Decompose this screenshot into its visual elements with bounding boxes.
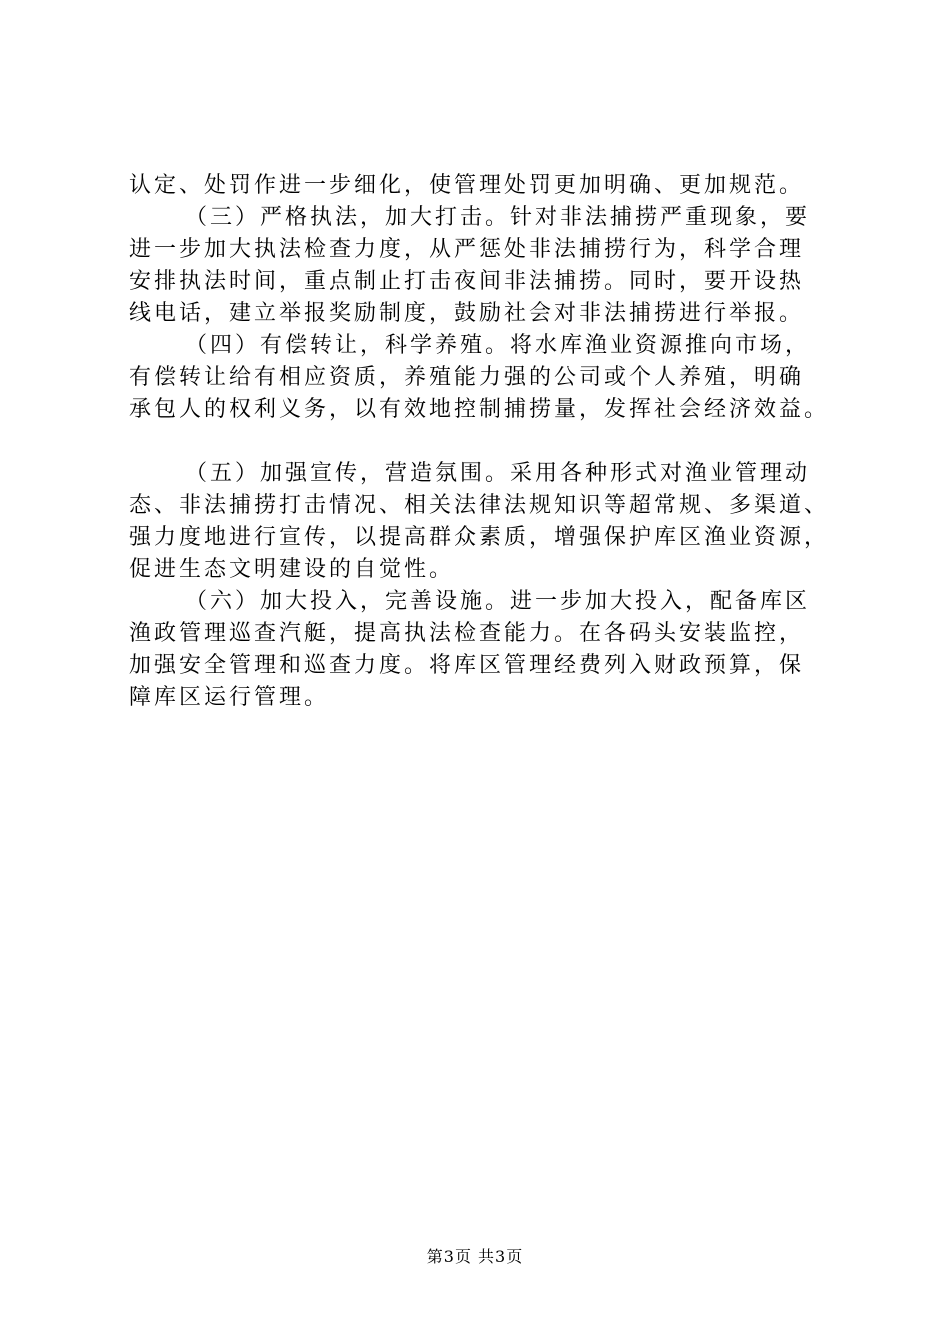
paragraph-line: 加强安全管理和巡查力度。将库区管理经费列入财政预算，保 — [129, 653, 805, 678]
paragraph-line: 安排执法时间，重点制止打击夜间非法捕捞。同时，要开设热 — [129, 269, 805, 294]
page-number-footer: 第3页 共3页 — [426, 1247, 524, 1266]
paragraph-line: （四）有偿转让，科学养殖。将水库渔业资源推向市场， — [185, 333, 811, 358]
paragraph-line: （五）加强宣传，营造氛围。采用各种形式对渔业管理动 — [185, 461, 811, 486]
paragraph-line: 促进生态文明建设的自觉性。 — [129, 557, 455, 582]
paragraph-line: 认定、处罚作进一步细化，使管理处罚更加明确、更加规范。 — [129, 173, 805, 198]
paragraph-line: 强力度地进行宣传，以提高群众素质，增强保护库区渔业资源， — [129, 525, 830, 550]
paragraph-line: 线电话，建立举报奖励制度，鼓励社会对非法捕捞进行举报。 — [129, 301, 805, 326]
paragraph-line: 障库区运行管理。 — [129, 685, 330, 710]
paragraph-line: 进一步加大执法检查力度，从严惩处非法捕捞行为，科学合理 — [129, 237, 805, 262]
paragraph-line: 渔政管理巡查汽艇，提高执法检查能力。在各码头安装监控， — [129, 621, 805, 646]
paragraph-line: 承包人的权利义务，以有效地控制捕捞量，发挥社会经济效益。 — [129, 397, 830, 422]
document-body — [129, 170, 849, 714]
paragraph-line: 有偿转让给有相应资质，养殖能力强的公司或个人养殖，明确 — [129, 365, 805, 390]
paragraph-line: 态、非法捕捞打击情况、相关法律法规知识等超常规、多渠道、 — [129, 493, 830, 518]
paragraph-line: （三）严格执法，加大打击。针对非法捕捞严重现象，要 — [185, 205, 811, 230]
paragraph-line: （六）加大投入，完善设施。进一步加大投入，配备库区 — [185, 589, 811, 614]
